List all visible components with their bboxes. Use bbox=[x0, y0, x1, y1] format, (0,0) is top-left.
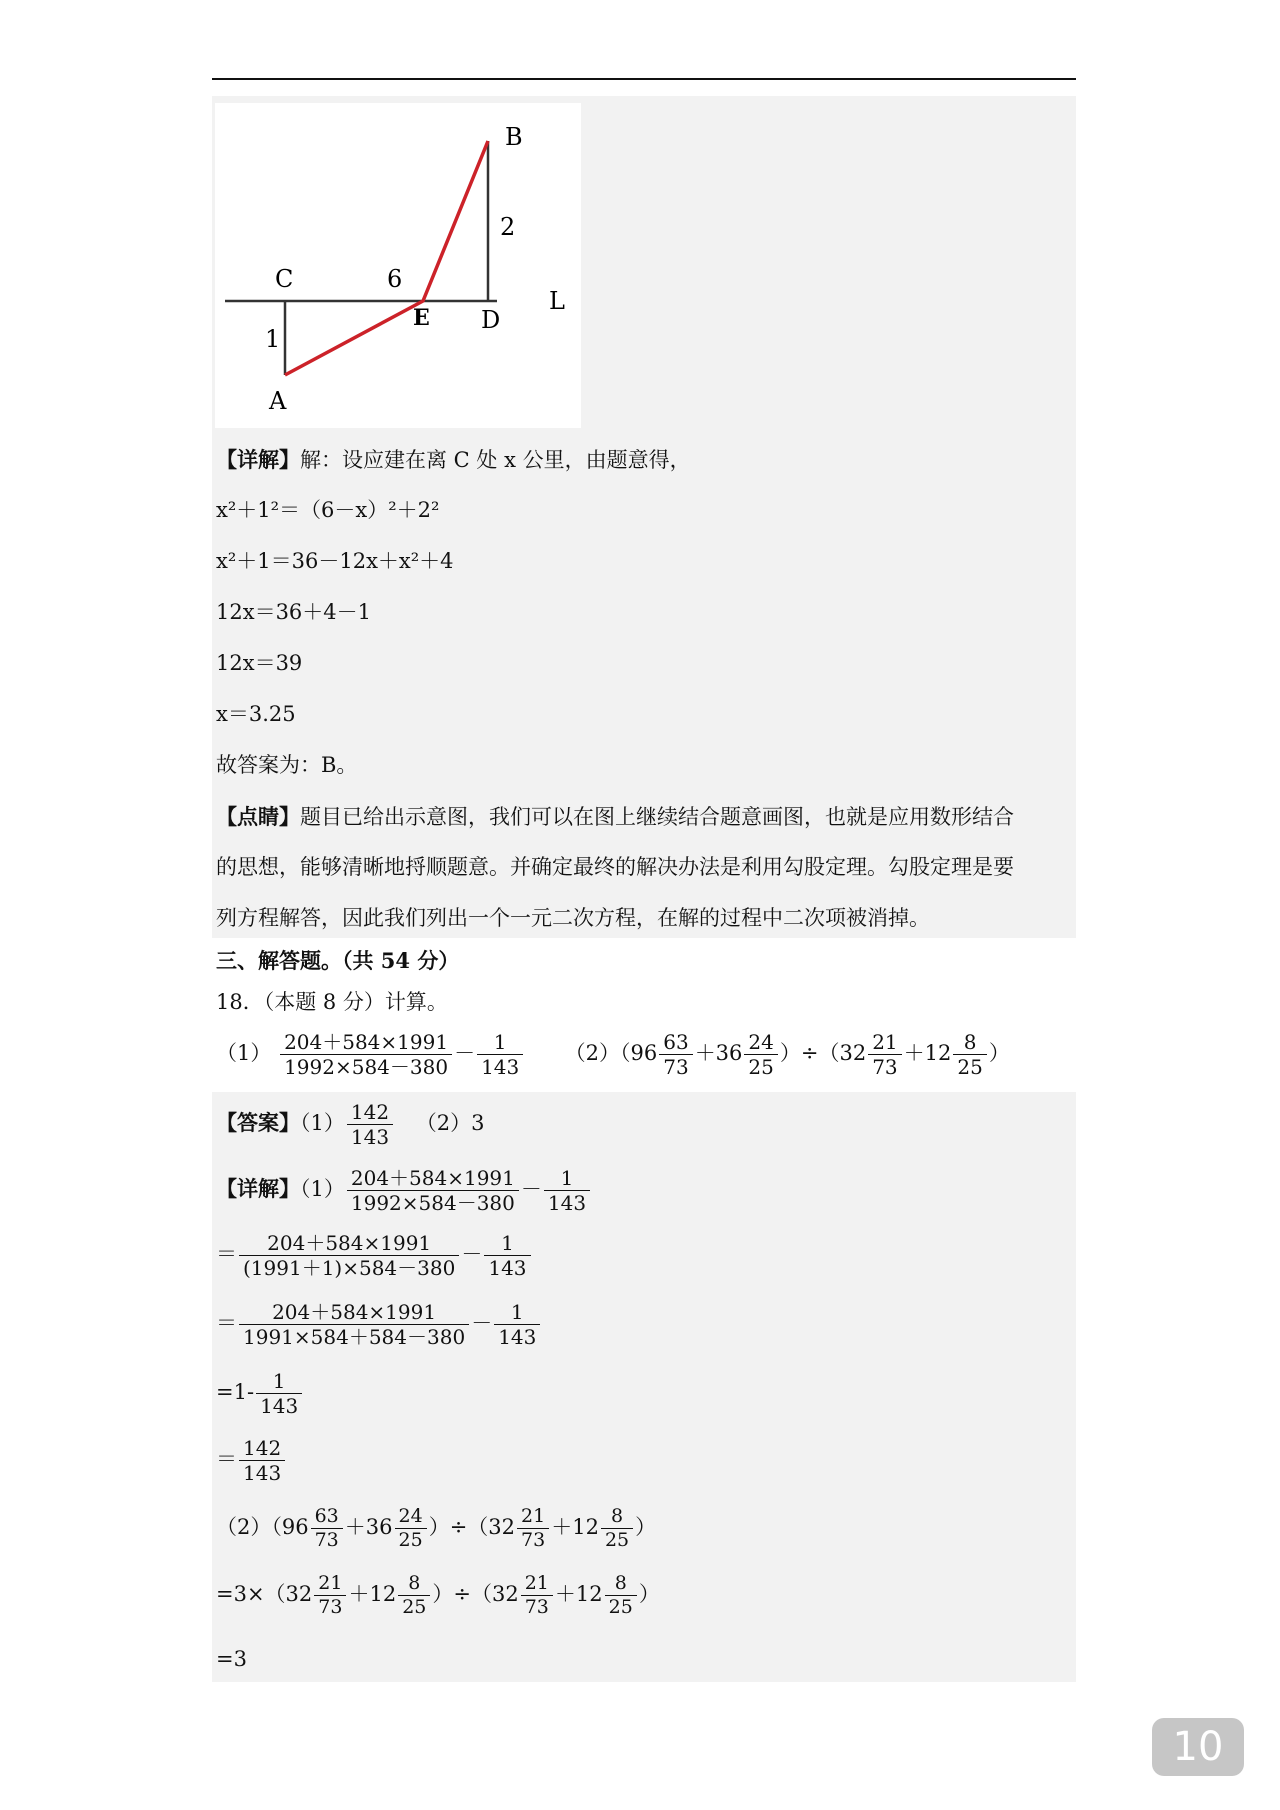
solution-detail-tag: 【详解】 bbox=[216, 1176, 300, 1201]
label-c: C bbox=[275, 265, 294, 293]
comment-line-2: 的思想，能够清晰地捋顺题意。并确定最终的解决办法是利用勾股定理。勾股定理是要 bbox=[216, 855, 1014, 879]
detail-step-6: （2）（96 $\frac{63}{73}$ ＋36 $\frac{24}{25}$ ）÷（32 $\frac{21}{73}$ ＋12 $\frac{8}{25}$ ） bbox=[216, 1505, 657, 1551]
label-l: L bbox=[549, 287, 565, 315]
equation-2: x²＋1＝36－12x＋x²＋4 bbox=[216, 549, 454, 573]
detail-step-3: ＝ $\frac{204+584\times 1991}{1991\times 584+584-380}$ － $\frac{1}{143}$ bbox=[216, 1300, 542, 1349]
detail-step-2: ＝ $\frac{204+584\times 1991}{(1991+1)\times 584-380}$ － $\frac{1}{143}$ bbox=[216, 1231, 533, 1280]
route-aeb bbox=[285, 141, 488, 375]
comment-line-1 bbox=[216, 806, 1014, 828]
answer-line: 故答案为：B。 bbox=[216, 753, 358, 777]
label-1: 1 bbox=[265, 325, 281, 353]
intro-text: 解：设应建在离 C 处 x 公里，由题意得， bbox=[300, 448, 691, 472]
answer-tag: 【答案】 bbox=[216, 1110, 300, 1135]
comment-line-3: 列方程解答，因此我们列出一个一元二次方程，在解的过程中二次项被消掉。 bbox=[216, 906, 930, 930]
answer-row: 【答案】（1） $\frac{142}{143}$ （2）3 bbox=[216, 1100, 485, 1149]
equation-3: 12x＝36＋4－1 bbox=[216, 600, 372, 624]
detail-tag: 【详解】 bbox=[216, 447, 300, 472]
header-rule bbox=[212, 78, 1076, 80]
question-expressions: （1） $\frac{204+584\times 1991}{1992\times 584-380}$ － $\frac{1}{143}$ （2）（96 $\frac{63}{73}$ ＋36 $\frac{24}{25}$ ）÷（32 $\frac{21}{73}$ ＋12 $\frac{8}{25}$ ） bbox=[216, 1030, 1010, 1079]
equation-4: 12x＝39 bbox=[216, 651, 303, 675]
fraction-a: $\frac{204+584\times 1991}{1992\times 584-380}$ bbox=[280, 1030, 452, 1079]
equation-5: x＝3.25 bbox=[216, 702, 296, 726]
page-number-badge: 10 bbox=[1152, 1718, 1244, 1776]
detail-step-4: =1- $\frac{1}{143}$ bbox=[216, 1369, 304, 1418]
detail-step-7: =3×（32 $\frac{21}{73}$ ＋12 $\frac{8}{25}$ ）÷（32 $\frac{21}{73}$ ＋12 $\frac{8}{25}$ ） bbox=[216, 1572, 660, 1618]
part1-label: （1） bbox=[216, 1041, 272, 1065]
answer-2: （2）3 bbox=[415, 1111, 485, 1135]
fraction-1-143: $\frac{1}{143}$ bbox=[477, 1030, 523, 1079]
geometry-figure bbox=[215, 103, 581, 428]
equation-1: x²＋1²＝（6－x）²＋2² bbox=[216, 498, 440, 522]
question-18: 18．（本题 8 分）计算。 bbox=[216, 990, 448, 1014]
section-heading: 三、解答题。（共 54 分） bbox=[216, 948, 460, 973]
geometry-diagram bbox=[215, 103, 581, 428]
part2-label: （2）（96 bbox=[564, 1041, 658, 1065]
final-result: =3 bbox=[216, 1647, 247, 1671]
label-2: 2 bbox=[500, 213, 516, 241]
label-6: 6 bbox=[387, 265, 403, 293]
comment-tag: 【点睛】 bbox=[216, 804, 300, 829]
comment-text-1: 题目已给出示意图，我们可以在图上继续结合题意画图，也就是应用数形结合 bbox=[300, 805, 1014, 829]
label-d: D bbox=[481, 306, 501, 334]
label-e: E bbox=[413, 305, 430, 331]
detail-row-1: 【详解】（1） $\frac{204+584\times 1991}{1992\times 584-380}$ － $\frac{1}{143}$ bbox=[216, 1166, 592, 1215]
label-a: A bbox=[269, 387, 287, 415]
detail-step-5: ＝ $\frac{142}{143}$ bbox=[216, 1436, 287, 1485]
analysis-intro bbox=[216, 449, 691, 471]
label-b: B bbox=[505, 123, 523, 151]
